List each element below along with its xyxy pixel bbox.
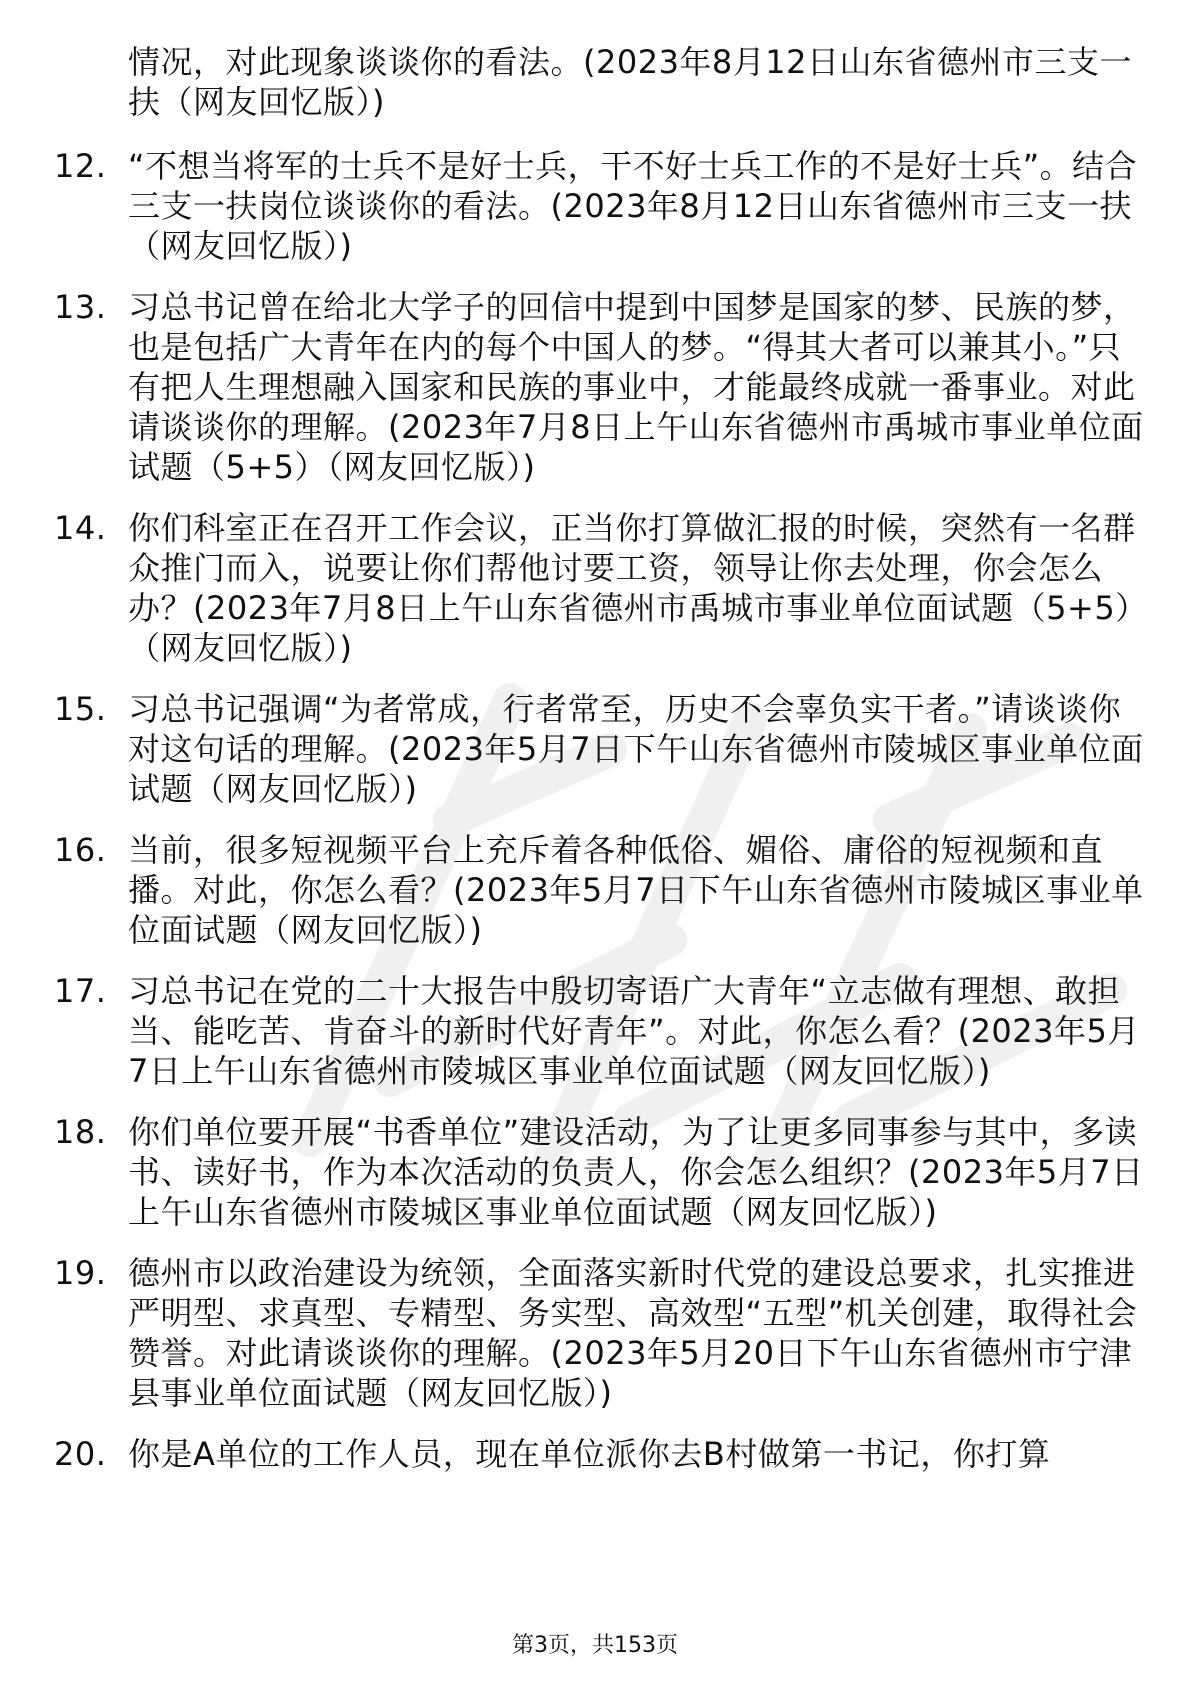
question-item-17 bbox=[0, 971, 1190, 1091]
question-item-14 bbox=[0, 508, 1190, 668]
question-text: 习总书记曾在给北大学子的回信中提到中国梦是国家的梦、民族的梦，也是包括广大青年在内的每个中国人的梦。“得其大者可以兼其小。”只有把人生理想融入国家和民族的事业中，才能最终成就一番事业。对此请谈谈你的理解。(2023年7月8日上午山东省德州市禹城市事业单位面试题（5+5）（网友回忆版）) bbox=[128, 288, 1144, 486]
question-number: 18. bbox=[54, 1113, 107, 1151]
question-number: 19. bbox=[54, 1254, 107, 1292]
question-text: 德州市以政治建设为统领，全面落实新时代党的建设总要求，扎实推进严明型、求真型、专精型、务实型、高效型“五型”机关创建，取得社会赞誉。对此请谈谈你的理解。(2023年5月20日下午山东省德州市宁津县事业单位面试题（网友回忆版）) bbox=[128, 1254, 1138, 1412]
question-text: 你们单位要开展“书香单位”建设活动，为了让更多同事参与其中，多读书、读好书，作为本次活动的负责人，你会怎么组织？(2023年5月7日上午山东省德州市陵城区事业单位面试题（网友回忆版）) bbox=[128, 1113, 1144, 1231]
question-number: 17. bbox=[54, 972, 107, 1010]
question-number: 13. bbox=[54, 288, 107, 326]
question-text: 习总书记在党的二十大报告中殷切寄语广大青年“立志做有理想、敢担当、能吃苦、肯奋斗的新时代好青年”。对此，你怎么看？(2023年5月7日上午山东省德州市陵城区事业单位面试题（网友回忆版）) bbox=[128, 972, 1140, 1090]
question-number: 16. bbox=[54, 831, 107, 869]
question-item-15 bbox=[0, 689, 1190, 809]
question-number: 15. bbox=[54, 690, 107, 728]
page-footer: 第3页，共153页 bbox=[512, 1633, 678, 1658]
question-text: 习总书记强调“为者常成，行者常至，历史不会辜负实干者。”请谈谈你对这句话的理解。(2023年5月7日下午山东省德州市陵城区事业单位面试题（网友回忆版）) bbox=[128, 690, 1144, 808]
question-text: “不想当将军的士兵不是好士兵，干不好士兵工作的不是好士兵”。结合三支一扶岗位谈谈你的看法。(2023年8月12日山东省德州市三支一扶（网友回忆版）) bbox=[128, 147, 1138, 265]
question-continuation bbox=[0, 42, 1190, 122]
question-list bbox=[0, 42, 1190, 1495]
question-number: 14. bbox=[54, 509, 107, 547]
question-continuation-text: 情况，对此现象谈谈你的看法。(2023年8月12日山东省德州市三支一扶（网友回忆版）) bbox=[128, 43, 1133, 121]
question-number: 12. bbox=[54, 147, 107, 185]
question-text: 你们科室正在召开工作会议，正当你打算做汇报的时候，突然有一名群众推门而入，说要让你们帮他讨要工资，领导让你去处理，你会怎么办？(2023年7月8日上午山东省德州市禹城市事业单位面试题（5+5）（网友回忆版）) bbox=[128, 509, 1148, 667]
question-item-20 bbox=[0, 1434, 1190, 1474]
question-item-19 bbox=[0, 1253, 1190, 1413]
question-item-12 bbox=[0, 146, 1190, 266]
question-number: 20. bbox=[54, 1435, 107, 1473]
question-item-18 bbox=[0, 1112, 1190, 1232]
question-text: 你是A单位的工作人员，现在单位派你去B村做第一书记，你打算 bbox=[128, 1435, 1051, 1473]
question-item-13 bbox=[0, 287, 1190, 487]
question-item-16 bbox=[0, 830, 1190, 950]
question-text: 当前，很多短视频平台上充斥着各种低俗、媚俗、庸俗的短视频和直播。对此，你怎么看？(2023年5月7日下午山东省德州市陵城区事业单位面试题（网友回忆版）) bbox=[128, 831, 1144, 949]
